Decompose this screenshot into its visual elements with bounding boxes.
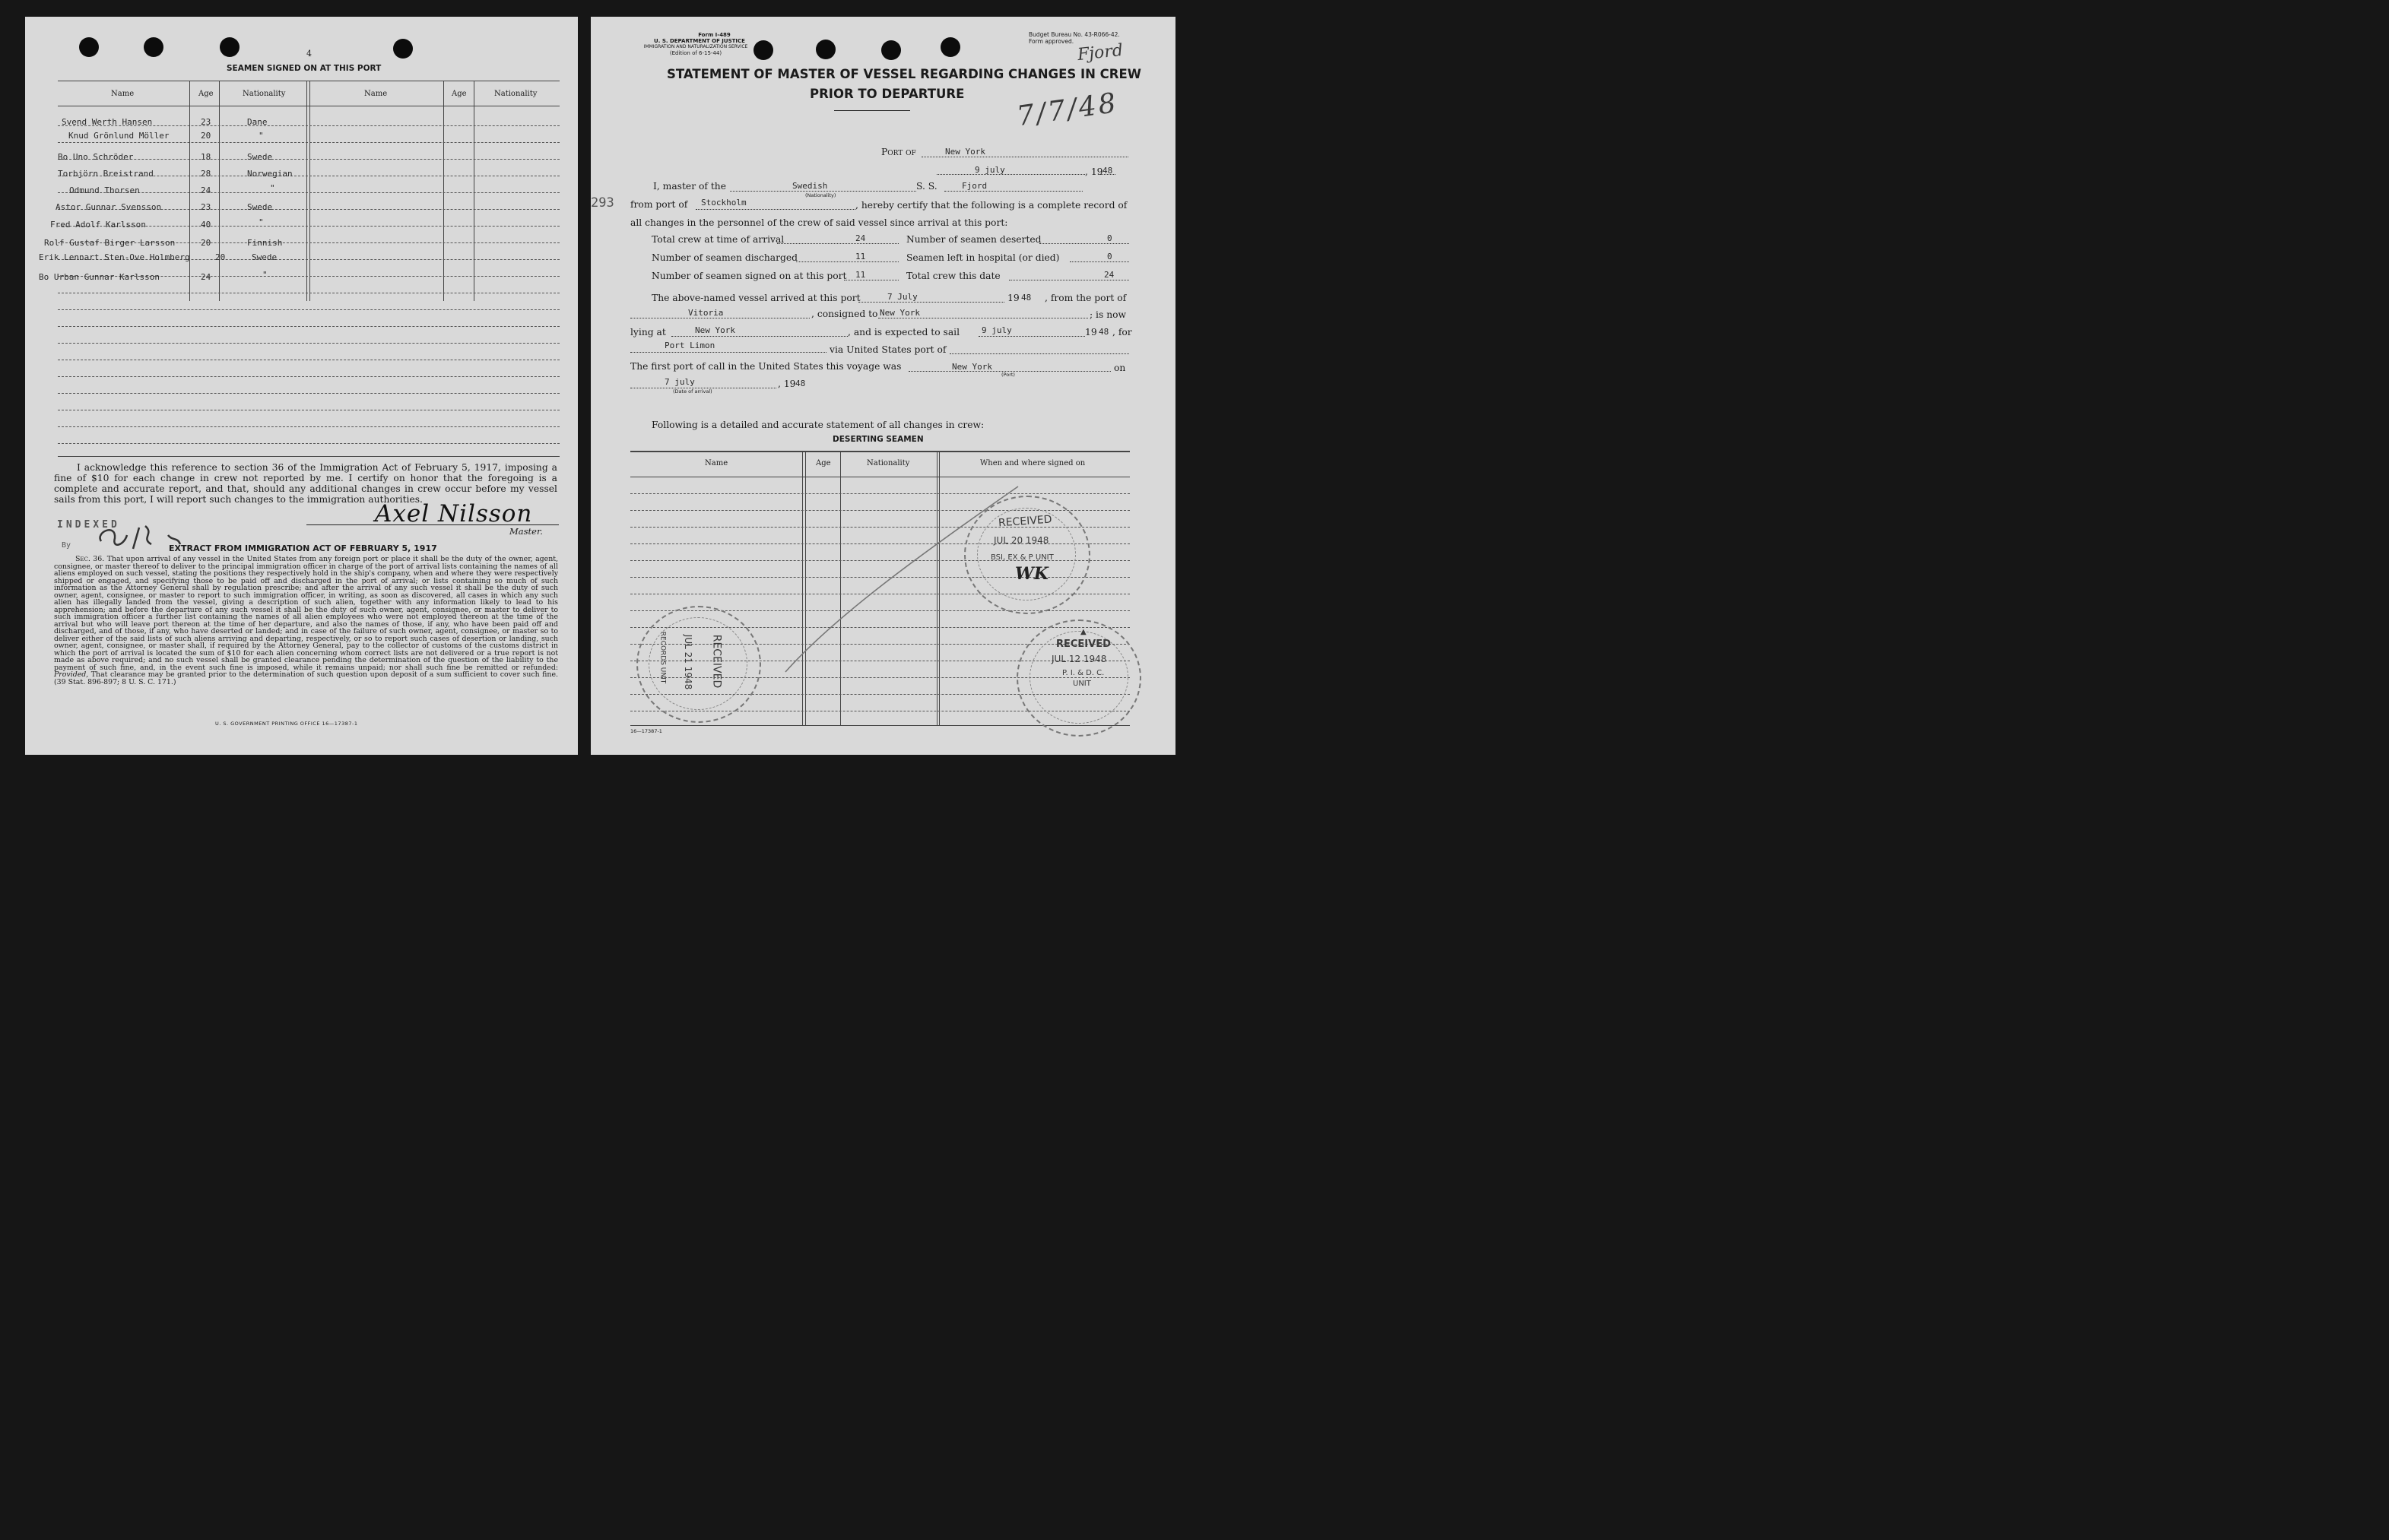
ss-label: S. S. [916,181,938,192]
arrived-year-prefix: 19 [1007,293,1020,303]
page-number: 4 [306,49,312,59]
seaman-nationality: " [259,131,264,141]
deserting-title: DESERTING SEAMEN [833,435,924,444]
seaman-age: 40 [201,220,211,230]
stamp3-title: RECEIVED [1056,638,1111,650]
stat-leader [777,243,899,244]
seaman-nationality: Swede [247,152,273,162]
date-line [937,174,1085,175]
seaman-nationality: " [259,217,264,227]
certify-text: , hereby certify that the following is a complete record of [855,200,1128,211]
ship-name-line [944,191,1083,192]
first-year-prefix: , 19 [778,379,796,389]
is-now-text: ; is now [1090,309,1127,320]
seaman-age: 23 [201,202,211,212]
nationality-value: Swedish [792,181,828,191]
indexed-stamp: INDEXED [57,519,120,531]
seaman-name: Astor Gunnar Svensson [56,202,162,212]
table-bottom-border [58,456,560,457]
seaman-name: Fred Adolf Karlsson [50,220,146,230]
dept-line1: U. S. DEPARTMENT OF JUSTICE [654,38,745,44]
stat-label-total-date: Total crew this date [906,271,1001,281]
consigned-text: , consigned to [811,309,878,319]
gpo-footer: U. S. GOVERNMENT PRINTING OFFICE 16—17387-1 [215,721,358,727]
form-title-line1: STATEMENT OF MASTER OF VESSEL REGARDING CHANGES IN CREW [667,67,1141,81]
arrived-text: The above-named vessel arrived at this port [652,293,861,303]
desert-col-nationality: Nationality [867,459,910,467]
margin-number: 293 [591,195,614,211]
first-port-text: The first port of call in the United States this voyage was [630,361,902,372]
form-number: Form I-489 [698,32,731,38]
master-of-label: I, master of the [653,181,726,192]
row-rule [58,443,560,444]
acknowledgment-text: I acknowledge this reference to section 36 of the Immigration Act of February 5, 1917, imposing a fine of $10 for each change in crew not reported by me. I certify on honor that the foregoing is a complete and accurate report, and that, should any additional changes in crew occur before my vessel sails from this port, I will report such changes to the immigration authorities. [54,462,557,505]
lying-at-line [671,336,848,337]
from-port-of-text: , from the port of [1045,293,1127,303]
punch-hole [79,37,99,57]
col-header-nationality-2: Nationality [494,90,538,98]
port-of-label: Port of [881,147,916,157]
seaman-age: 23 [201,117,211,127]
row-rule [58,326,560,327]
date-day-month: 9 july [975,165,1005,175]
seaman-name: Torbjörn Breistrand [58,169,154,179]
from-port-of-value: Vitoria [688,308,724,318]
stat-label-discharged: Number of seamen discharged [652,252,798,263]
budget-line2: Form approved. [1029,38,1074,45]
stamp2-unit: RECORDS UNIT [658,631,667,684]
seaman-age: 20 [201,238,211,248]
extract-title: EXTRACT FROM IMMIGRATION ACT OF FEBRUARY 5, 1917 [169,543,437,553]
footer-code: 16—17387-1 [630,728,662,734]
stamp2-title: RECEIVED [710,634,723,689]
sail-year-prefix: 19 [1085,327,1097,337]
stat-label-total-arrival: Total crew at time of arrival [652,234,785,245]
seaman-nationality: Finnish [247,238,283,248]
from-port-label: from port of [630,199,688,210]
col-header-age: Age [198,90,214,98]
consigned-value: New York [880,308,920,318]
form-title-line2: PRIOR TO DEPARTURE [810,87,965,101]
stat-value-total-date: 24 [1104,270,1115,280]
col-header-nationality: Nationality [243,90,286,98]
punch-hole [816,40,836,59]
indexed-by-label: By [62,541,71,550]
left-page [25,17,578,755]
seaman-nationality: Dane [247,117,268,127]
date-year-prefix: , 19 [1085,166,1103,177]
seaman-nationality: Norwegian [247,169,293,179]
seaman-name: Bo Urban Gunnar Karlsson [39,272,160,282]
extract-body [54,556,558,686]
seaman-name: Bo Uno Schröder [58,152,134,162]
budget-line1: Budget Bureau No. 43-R066-42. [1029,31,1120,38]
for-value: Port Limon [665,341,715,350]
col-divider [306,81,307,301]
seaman-age: 20 [201,131,211,141]
desert-col-name: Name [705,459,728,467]
ship-name: Fjord [962,181,988,191]
stat-label-signed-on: Number of seamen signed on at this port [652,271,847,281]
via-text: via United States port of [830,344,947,355]
expected-text: , and is expected to sail [848,327,960,337]
stat-label-hospital: Seamen left in hospital (or died) [906,252,1060,263]
row-rule [58,376,560,377]
punch-hole [881,40,901,60]
seaman-name: Erik Lennart Sten-Ove Holmberg [39,252,190,262]
punch-hole [144,37,163,57]
row-rule [58,426,560,427]
col-header-age-2: Age [452,90,467,98]
seaman-nationality: Swede [247,202,273,212]
col-divider [219,81,220,301]
row-rule [58,309,560,310]
seaman-nationality: Swede [252,252,278,262]
row-rule [58,142,560,143]
master-signature: Axel Nilsson [375,500,533,528]
seaman-name: Odmund Thorsen [69,185,140,195]
stat-value-hospital: 0 [1107,252,1112,261]
col-header-name-2: Name [364,90,388,98]
handwritten-date: 7/7/48 [1014,87,1121,133]
punch-hole [220,37,240,57]
punch-hole [941,37,960,57]
stat-label-deserted: Number of seamen deserted [906,234,1042,245]
punch-hole [393,39,413,59]
dept-line2: IMMIGRATION AND NATURALIZATION SERVICE [643,44,748,49]
port-caption: (Port) [1001,372,1015,378]
stamp1-initials: WK [1015,564,1049,584]
port-of-value: New York [945,147,985,157]
col-divider [189,81,190,301]
extract-tail: That clearance may be granted prior to the determination of such question upon deposit of a sum sufficient to cover such fine. (39 Stat. 896-897; 8 U. S. C. 171.) [54,670,558,686]
stamp3-unit2: UNIT [1073,680,1091,688]
year-line [1100,174,1115,175]
seaman-nationality: " [262,270,268,280]
master-label: Master. [509,526,543,537]
stamp3-triangle-icon: ▲ [1080,628,1087,636]
via-line [950,353,1129,354]
stamp1-unit: BSI, EX & P UNIT [991,553,1054,562]
col-divider [309,81,310,301]
arrived-date-line [858,302,1004,303]
stat-leader [796,261,899,262]
all-changes-text: all changes in the personnel of the crew of said vessel since arrival at this port: [630,217,1008,228]
sail-year: 48 [1099,327,1109,337]
seaman-age: 20 [215,252,226,262]
arrived-date: 7 July [887,292,918,302]
seaman-age: 28 [201,169,211,179]
following-text: Following is a detailed and accurate statement of all changes in crew: [652,420,985,430]
from-port-line [696,209,855,210]
nationality-line [730,191,916,192]
stat-value-signed-on: 11 [855,270,866,280]
stamp1-date: JUL 20 1948 [994,535,1049,546]
extract-provided: Provided, [54,670,89,679]
col-header-name: Name [111,90,135,98]
first-port-value: New York [952,362,992,372]
first-date-caption: (Date of arrival) [673,388,712,395]
seaman-nationality: " [270,183,275,193]
date-year-suffix: 48 [1102,166,1113,176]
for-line [630,352,826,353]
arrived-year: 48 [1021,293,1032,303]
sail-date-line [979,336,1085,337]
seaman-name: Rolf Gustaf Birger Larsson [44,238,176,248]
extract-text: That upon arrival of any vessel in the United States from any foreign port or place it shall be the duty of the owner, agent, consignee, or master thereof to deliver to the principal immigration officer in charge of the port of arrival lists containing the names of all aliens employed on such vessel, stating the positions they respectively hold in the ship's company, when and where they were respectively shipped or engaged, and specifying those to be paid off and discharged in the port of arrival; or lists containing so much of such information as the Attorney General shall by regulation prescribe; and after the arrival of any such vessel it shall be the duty of such owner, agent, consignee, or master to report to such immigration officer, in writing, as soon as discovered, all cases in which any such alien has illegally landed from the vessel, giving a description of such alien, together with any information likely to lead to his apprehension; and before the departure of any such vessel it shall be the duty of such owner, agent, consignee, or master to deliver to such immigration officer a further list containing the names of all alien employees who were not employed thereon at the time of the arrival but who will leave port thereon at the time of her departure, and also the names of those, if any, who have been paid off and discharged, and of those, if any, who have deserted or landed; and in case of the failure of such owner, agent, consignee, or master so to deliver either of the said lists of such aliens arriving and departing, respectively, or so to report such cases of desertion or landing, such owner, agent, consignee, or master shall, if required by the Attorney General, pay to the collector of customs of the customs district in which the port of arrival is located the sum of $10 for each alien concerning whom correct lists are not delivered or a true report is not made as above required; and no such vessel shall be granted clearance pending the determination of the question of the liability to the payment of such fine, and, in the event such fine is imposed, while it remains unpaid; nor shall such fine be remitted or refunded: [54,555,558,672]
lying-at-value: New York [695,325,735,335]
stamp2-date: JUL 21 1948 [683,634,694,690]
stat-leader [1039,243,1129,244]
stat-value-total-arrival: 24 [855,233,866,243]
right-page [591,17,1175,755]
seaman-age: 24 [201,185,211,195]
from-port-value: Stockholm [701,198,747,208]
stamp3-unit: P. I. & D. C. [1062,669,1105,677]
stamp3-date: JUL 12 1948 [1052,654,1107,664]
sail-date: 9 july [982,325,1012,335]
desert-table-top [630,451,1130,452]
stamp1-title: RECEIVED [998,513,1053,530]
row-rule [58,343,560,344]
nationality-caption: (Nationality) [805,192,836,198]
lying-at-text: lying at [630,327,666,337]
edition: (Edition of 6-15-44) [669,50,722,56]
seaman-name: Knud Grönlund Möller [68,131,170,141]
extract-sec: Sec. 36. [75,555,105,563]
seaman-age: 18 [201,152,211,162]
seaman-name: Svend Werth Hansen [62,117,153,127]
first-year: 48 [795,379,806,388]
section-title: SEAMEN SIGNED ON AT THIS PORT [227,64,382,73]
first-date: 7 july [665,377,695,387]
desert-col-when-where: When and where signed on [980,459,1086,467]
seaman-age: 24 [201,272,211,282]
stat-leader [1070,261,1129,262]
stat-value-discharged: 11 [855,252,866,261]
for-text: , for [1112,327,1132,337]
title-underline [834,110,910,111]
desert-col-age: Age [816,459,831,467]
row-rule [58,393,560,394]
stat-value-deserted: 0 [1107,233,1112,243]
col-divider [443,81,444,301]
handwritten-ship: Fjord [1076,40,1125,65]
on-text: on [1114,363,1126,373]
